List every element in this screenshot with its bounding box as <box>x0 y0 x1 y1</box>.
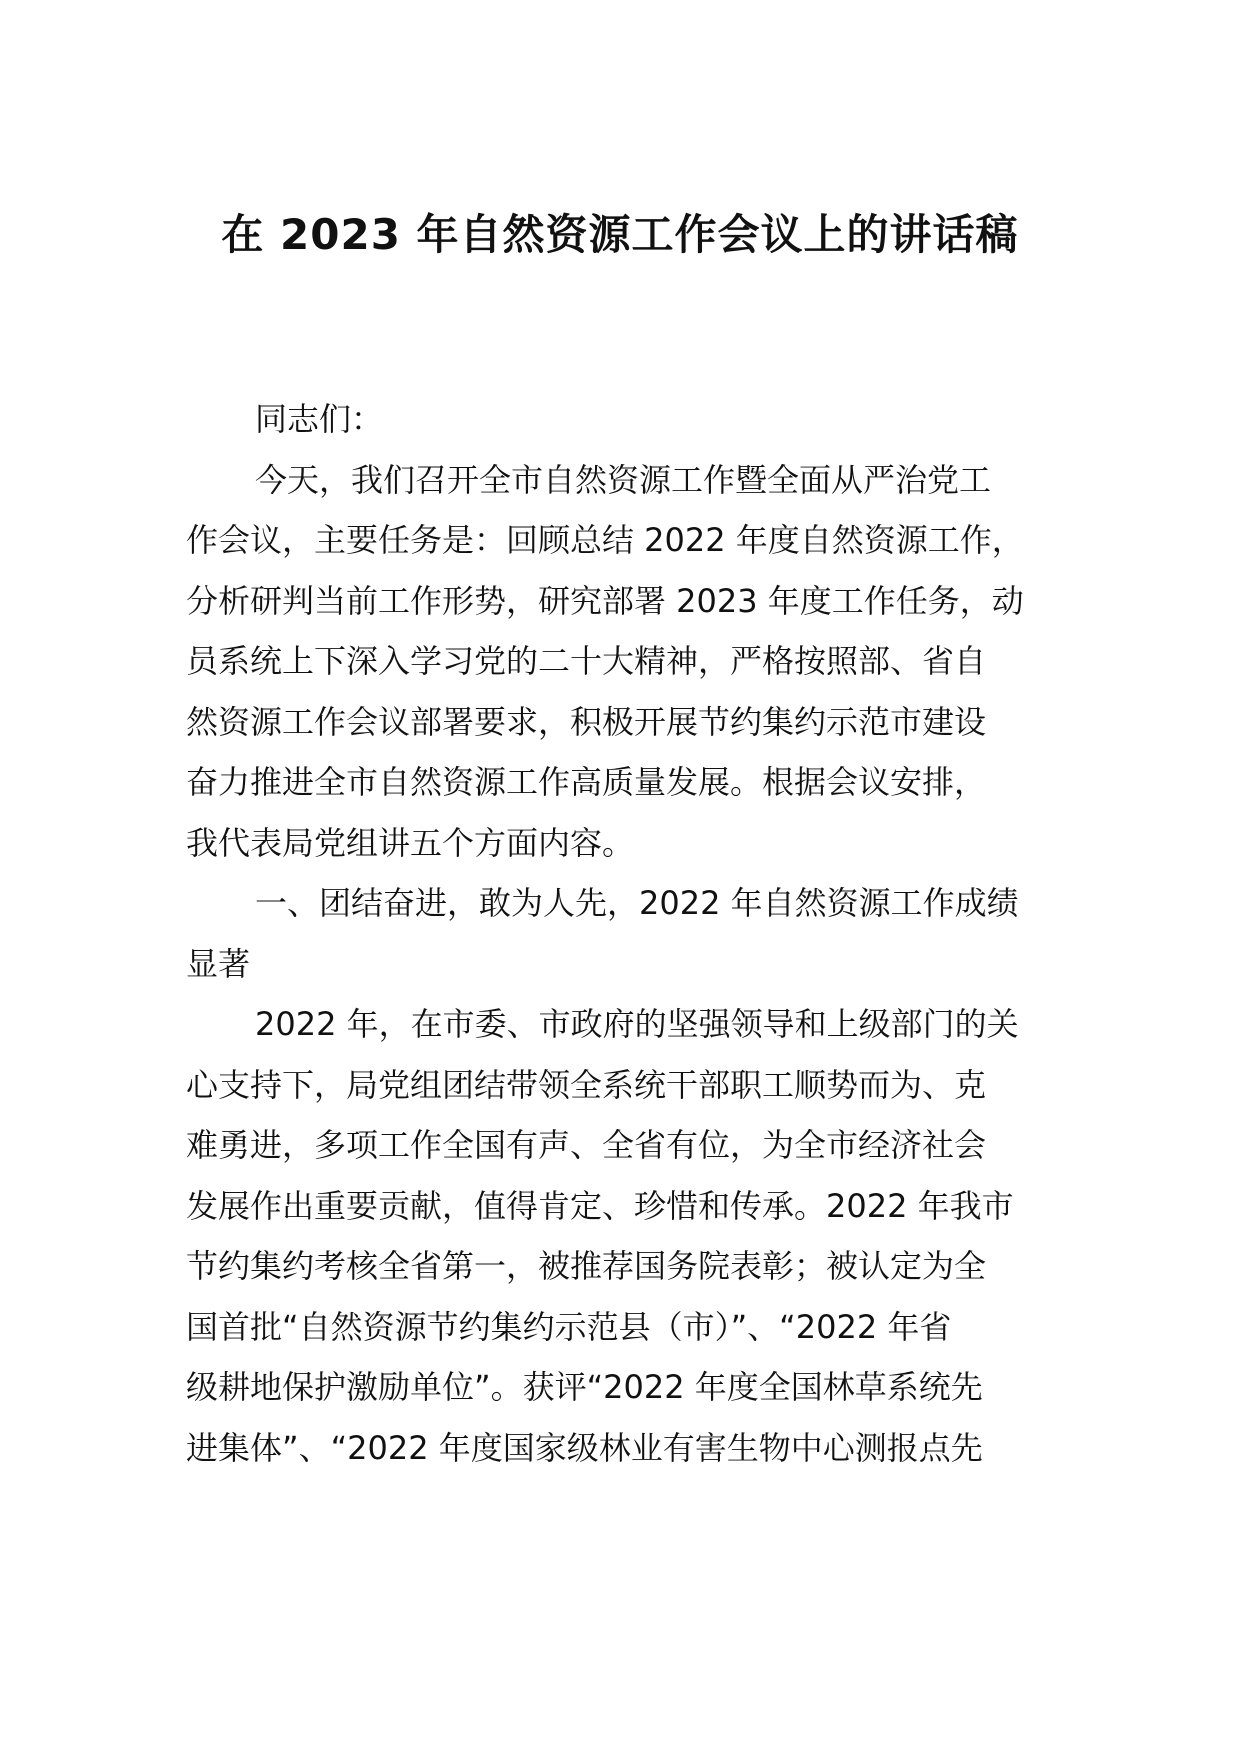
paragraph-line: 作会议，主要任务是：回顾总结 2022 年度自然资源工作， <box>186 521 1024 559</box>
paragraph-line: 国首批“自然资源节约集约示范县（市）”、“2022 年省 <box>186 1308 952 1346</box>
paragraph-line: 然资源工作会议部署要求，积极开展节约集约示范市建设 <box>186 703 987 741</box>
paragraph-line: 2022 年，在市委、市政府的坚强领导和上级部门的关 <box>255 1005 1019 1043</box>
paragraph-line: 奋力推进全市自然资源工作高质量发展。根据会议安排， <box>186 763 987 801</box>
salutation: 同志们： <box>255 400 384 438</box>
paragraph-line: 进集体”、“2022 年度国家级林业有害生物中心测报点先 <box>186 1429 983 1467</box>
paragraph-line: 心支持下，局党组团结带领全系统干部职工顺势而为、克 <box>186 1066 987 1104</box>
paragraph-line: 节约集约考核全省第一，被推荐国务院表彰；被认定为全 <box>186 1247 987 1285</box>
paragraph-line: 员系统上下深入学习党的二十大精神，严格按照部、省自 <box>186 642 987 680</box>
paragraph-line: 我代表局党组讲五个方面内容。 <box>186 824 635 862</box>
document-title: 在 2023 年自然资源工作会议上的讲话稿 <box>221 210 1019 259</box>
paragraph-line: 发展作出重要贡献，值得肯定、珍惜和传承。2022 年我市 <box>186 1187 1014 1225</box>
paragraph-line: 难勇进，多项工作全国有声、全省有位，为全市经济社会 <box>186 1126 987 1164</box>
section-heading-line: 显著 <box>186 945 251 983</box>
section-heading-line: 一、团结奋进，敢为人先，2022 年自然资源工作成绩 <box>255 884 1019 922</box>
paragraph-line: 今天，我们召开全市自然资源工作暨全面从严治党工 <box>255 461 992 499</box>
paragraph-line: 分析研判当前工作形势，研究部署 2023 年度工作任务，动 <box>186 582 1024 620</box>
paragraph-line: 级耕地保护激励单位”。获评“2022 年度全国林草系统先 <box>186 1368 983 1406</box>
